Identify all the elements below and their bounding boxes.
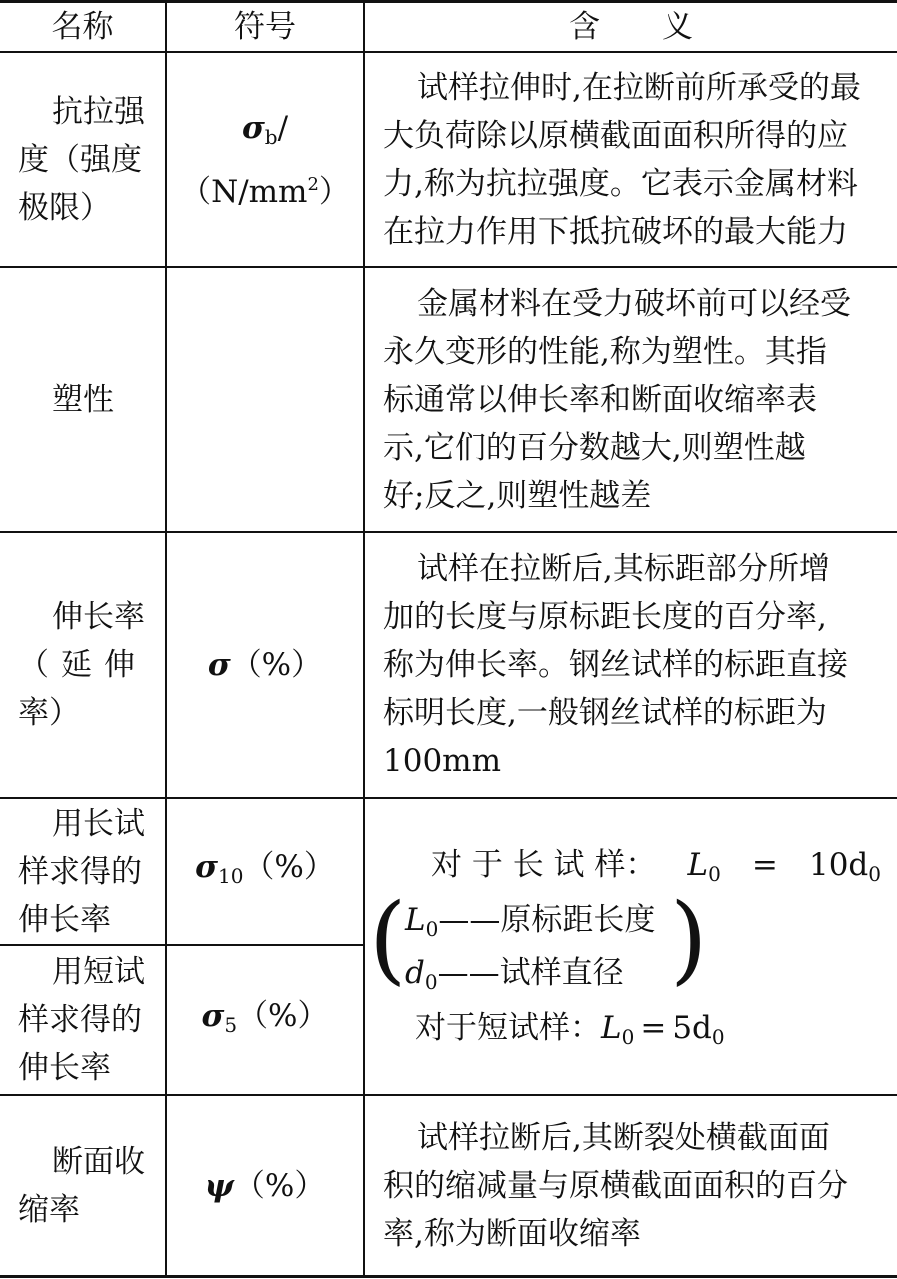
name-line: 率） xyxy=(18,695,80,731)
meaning-line: 率,称为断面收缩率 xyxy=(383,1215,641,1252)
meaning-line: 力,称为抗拉强度。它表示金属材料 xyxy=(383,165,858,202)
long-specimen-line xyxy=(431,841,881,898)
meaning-line: 示,它们的百分数越大,则塑性越 xyxy=(383,429,806,466)
short-specimen-line: 对于短试样：$L_0 = 5d_0$ xyxy=(415,1010,725,1049)
name-line: 塑性 xyxy=(52,381,114,418)
name-line: 伸长率 xyxy=(18,1050,111,1086)
meaning-line: 好;反之,则塑性越差 xyxy=(383,477,652,514)
meaning-line: 100mm xyxy=(383,743,501,779)
header-meaning: 含 义 xyxy=(569,9,693,45)
row3-symbol: σ（%） xyxy=(207,647,323,683)
name-line: 断面收 xyxy=(52,1143,145,1180)
meaning-line: 积的缩减量与原横截面面积的百分 xyxy=(383,1167,848,1204)
name-line: （延伸 xyxy=(18,647,147,683)
row4-symbol: $\sigma_{10}(\%)$ xyxy=(195,849,335,888)
definition-d0: $d_0——$试样直径 xyxy=(405,955,624,994)
row1-meaning xyxy=(365,53,897,266)
header-name: 名称 xyxy=(51,9,114,45)
name-line: 伸长率 xyxy=(52,599,145,635)
row6-symbol: ψ（%） xyxy=(204,1167,326,1204)
definition-l0: $L_0——$原标距长度 xyxy=(405,902,656,941)
name-line: 样求得的 xyxy=(18,1002,142,1038)
meaning-line: 加的长度与原标距长度的百分率, xyxy=(383,599,827,635)
meaning-line: 试样在拉断后,其标距部分所增 xyxy=(417,551,830,587)
row3-meaning xyxy=(365,533,897,797)
bottom-rule xyxy=(0,1275,897,1278)
long-specimen-label: 对 于 长 试 样： xyxy=(431,847,657,883)
long-formula-eq: = xyxy=(751,847,778,883)
header-symbol: 符号 xyxy=(234,9,296,45)
name-line: 用长试 xyxy=(52,805,145,842)
name-line: 抗拉强 xyxy=(52,93,145,130)
row4-name xyxy=(0,799,165,944)
left-paren: ( xyxy=(369,883,407,995)
row2-name xyxy=(0,268,165,531)
name-line: 极限） xyxy=(18,189,111,226)
long-formula-rhs: $10d_0$ xyxy=(808,847,881,886)
row2-meaning xyxy=(365,268,897,531)
meaning-line: 在拉力作用下抵抗破坏的最大能力 xyxy=(383,213,848,250)
name-line: 度（强度 xyxy=(18,141,142,178)
meaning-line: 标明长度,一般钢丝试样的标距为 xyxy=(383,695,827,731)
row3-name xyxy=(0,533,165,797)
meaning-line: 试样拉断后,其断裂处横截面面 xyxy=(417,1119,830,1156)
row5-symbol: $\sigma_5(\%)$ xyxy=(201,997,329,1037)
short-specimen-label: 对于短试样： xyxy=(415,1010,601,1046)
name-line: 样求得的 xyxy=(18,853,142,890)
long-formula-lhs: $L_0$ xyxy=(687,847,721,886)
name-line: 缩率 xyxy=(18,1191,80,1228)
row1-symbol: $\sigma_b/(N/mm^2)$ xyxy=(180,109,350,210)
right-paren: ) xyxy=(670,883,708,995)
meaning-line: 永久变形的性能,称为塑性。其指 xyxy=(383,333,827,370)
meaning-line: 大负荷除以原横截面面积所得的应 xyxy=(383,117,848,154)
meaning-line: 金属材料在受力破坏前可以经受 xyxy=(417,285,851,322)
row5-name xyxy=(0,946,165,1094)
row6-name xyxy=(0,1096,165,1275)
meaning-line: 试样拉伸时,在拉断前所承受的最 xyxy=(417,69,861,106)
row6-meaning xyxy=(365,1096,897,1275)
name-line: 用短试 xyxy=(52,954,145,990)
merged-meaning xyxy=(365,799,897,1094)
row1-name xyxy=(0,53,165,266)
meaning-line: 称为伸长率。钢丝试样的标距直接 xyxy=(383,647,848,683)
name-line: 伸长率 xyxy=(18,901,111,938)
meaning-line: 标通常以伸长率和断面收缩率表 xyxy=(383,381,817,418)
